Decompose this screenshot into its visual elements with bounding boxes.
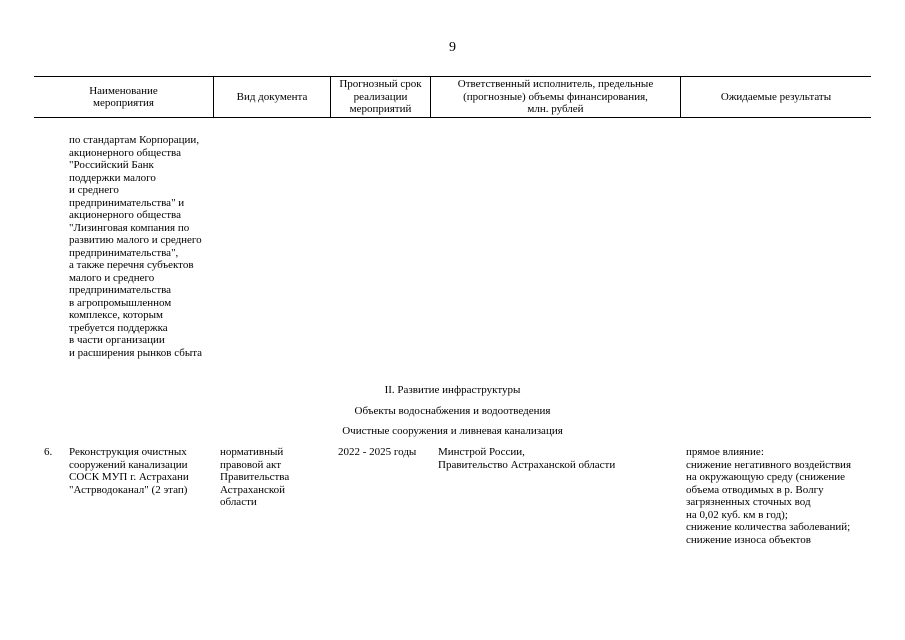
header-col-results bbox=[681, 78, 871, 116]
text-line: нормативный bbox=[220, 446, 284, 458]
text-line: малого и среднего bbox=[69, 271, 155, 284]
text-line: Ожидаемые результаты bbox=[720, 90, 832, 103]
text-line: млн. рублей bbox=[527, 103, 584, 116]
text-line: снижение негативного воздействия bbox=[686, 458, 851, 471]
row-number: 6. bbox=[44, 446, 53, 458]
text-line: Минстрой России, bbox=[438, 446, 525, 458]
row-results bbox=[686, 446, 851, 546]
text-line: в агропромышленном bbox=[69, 296, 172, 309]
table-top-border bbox=[34, 76, 871, 77]
text-line: реализации bbox=[353, 90, 408, 103]
page-number: 9 bbox=[449, 40, 456, 55]
text-line: Правительства bbox=[220, 471, 290, 483]
text-line: Реконструкция очистных bbox=[69, 446, 187, 458]
text-line: (прогнозные) объемы финансирования, bbox=[463, 90, 648, 103]
text-line: Ответственный исполнитель, предельные bbox=[457, 78, 654, 91]
header-col-name bbox=[34, 78, 213, 116]
text-line: Наименование bbox=[89, 84, 158, 97]
text-line: акционерного общества bbox=[69, 146, 181, 159]
text-line: мероприятий bbox=[349, 103, 412, 116]
text-line: и расширения рынков сбыта bbox=[69, 346, 203, 359]
text-line: Вид документа bbox=[236, 90, 308, 103]
text-line: области bbox=[220, 496, 257, 508]
text-line: предпринимательства bbox=[69, 284, 172, 296]
section-title: II. Развитие инфраструктуры bbox=[384, 384, 521, 396]
header-col-term bbox=[331, 78, 430, 116]
text-line: прямое влияние: bbox=[686, 446, 764, 458]
text-line: поддержки малого bbox=[69, 171, 156, 184]
text-line: "Российский Банк bbox=[69, 159, 154, 171]
text-line: предпринимательства" и bbox=[69, 196, 185, 209]
text-line: на 0,02 куб. км в год); bbox=[686, 508, 788, 521]
text-line: Правительство Астраханской области bbox=[438, 458, 616, 471]
text-line: комплексе, которым bbox=[69, 309, 163, 321]
text-line: Прогнозный срок bbox=[339, 78, 422, 91]
text-line: требуется поддержка bbox=[69, 321, 168, 334]
text-line: "Лизинговая компания по bbox=[69, 221, 190, 234]
header-col-doc-type bbox=[214, 78, 330, 116]
text-line: загрязненных сточных вод bbox=[686, 496, 811, 508]
text-line: акционерного общества bbox=[69, 209, 181, 221]
text-line: предпринимательства", bbox=[69, 246, 179, 259]
text-line: мероприятия bbox=[93, 97, 154, 109]
header-col-executor bbox=[431, 78, 680, 116]
text-line: правовой акт bbox=[220, 458, 282, 471]
text-line: Астраханской bbox=[220, 483, 286, 496]
table-header-bottom-border bbox=[34, 117, 871, 118]
text-line: а также перечня субъектов bbox=[69, 259, 194, 271]
text-line: СОСК МУП г. Астрахани bbox=[69, 471, 189, 483]
text-line: 2022 - 2025 годы bbox=[338, 446, 417, 458]
text-line: развитию малого и среднего bbox=[69, 234, 202, 246]
text-line: сооружений канализации bbox=[69, 458, 188, 471]
text-line: по стандартам Корпорации, bbox=[69, 134, 200, 146]
row-executor bbox=[438, 446, 615, 471]
subsection-title: Объекты водоснабжения и водоотведения bbox=[354, 405, 551, 417]
continuation-text bbox=[69, 134, 202, 359]
text-line: "Астрводоканал" (2 этап) bbox=[69, 483, 188, 496]
row-name bbox=[69, 446, 189, 496]
text-line: на окружающую среду (снижение bbox=[686, 471, 845, 483]
text-line: в части организации bbox=[69, 334, 165, 346]
text-line: снижение износа объектов bbox=[686, 533, 811, 546]
subsubsection-title: Очистные сооружения и ливневая канализация bbox=[342, 425, 563, 437]
text-line: и среднего bbox=[69, 184, 119, 196]
text-line: объема отводимых в р. Волгу bbox=[686, 483, 824, 496]
row-doc-type bbox=[220, 446, 289, 509]
row-term bbox=[338, 446, 416, 459]
text-line: снижение количества заболеваний; bbox=[686, 521, 851, 533]
